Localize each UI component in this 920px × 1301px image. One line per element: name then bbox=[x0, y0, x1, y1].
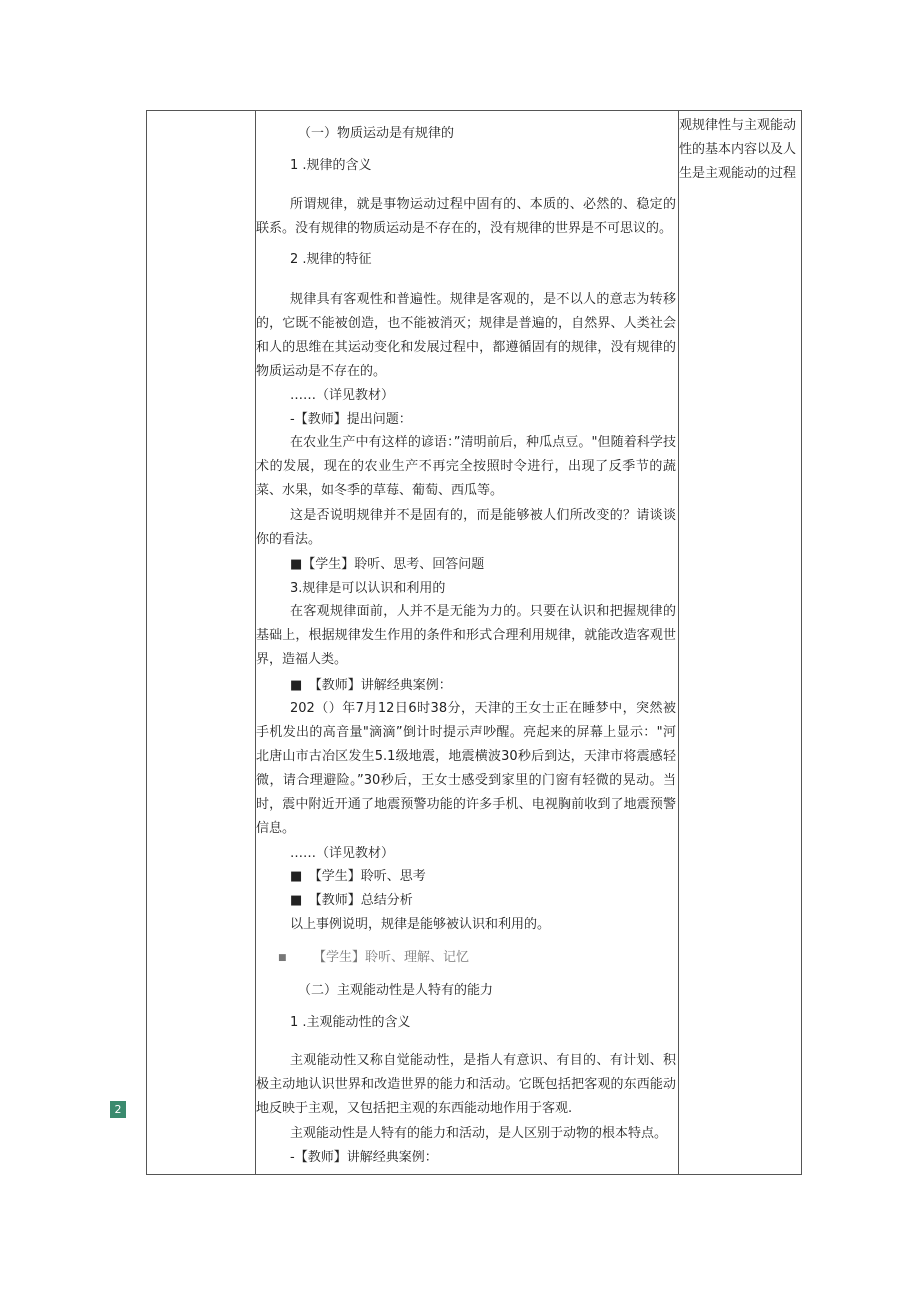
section-heading-2: （二）主观能动性是人特有的能力 bbox=[298, 983, 494, 998]
student-activity-2: ■ 【学生】聆听、思考 bbox=[290, 869, 426, 884]
column-divider-right bbox=[678, 111, 679, 1174]
section-heading-1: （一）物质运动是有规律的 bbox=[298, 126, 455, 141]
teacher-summary: ■ 【教师】总结分析 bbox=[290, 893, 413, 908]
paragraph-agency-human: 主观能动性是人特有的能力和活动，是人区别于动物的根本特点。 bbox=[290, 1126, 668, 1141]
paragraph-agency-definition: 主观能动性又称自觉能动性，是指人有意识、有目的、有计划、积极主动地认识世界和改造世界的能力和活动。它既包括把客观的东西能动地反映于主观，又包括把主观的东西能动地作用于客观. bbox=[256, 1053, 676, 1116]
conclusion-text: 以上事例说明，规律是能够被认识和利用的。 bbox=[290, 917, 551, 932]
paragraph-earthquake-case: 202（）年7月12日6时38分，天津的王女士正在睡梦中，突然被手机发出的高音量"滴滴”倒计时提示声吵醒。亮起来的屏幕上显示："河北唐山市古冶区发生5.1级地震，地震横波30秒后到达，天津市将震感轻微，请合理避险。”30秒后，王女士感受到家里的门窗有轻微的晃动。当时，震中附近开通了地震预警功能的许多手机、电视胸前收到了地震预警信息。 bbox=[256, 701, 676, 836]
paragraph-law-features: 规律具有客观性和普遍性。规律是客观的，是不以人的意志为转移的，它既不能被创造，也不能被消灭；规律是普遍的，自然界、人类社会和人的思维在其运动变化和发展过程中，都遵循固有的规律，没有规律的物质运动是不存在的。 bbox=[256, 292, 676, 379]
page-marker: 2 bbox=[110, 1101, 126, 1118]
subheading-law-features: 2 .规律的特征 bbox=[290, 252, 372, 267]
paragraph-law-definition: 所谓规律，就是事物运动过程中固有的、本质的、必然的、稳定的联系。没有规律的物质运动是不存在的，没有规律的世界是不可思议的。 bbox=[256, 197, 676, 236]
content-column bbox=[256, 110, 676, 1174]
teacher-case-2: -【教师】讲解经典案例： bbox=[290, 1150, 438, 1165]
detail-note-1: ……（详见教材） bbox=[290, 388, 395, 403]
paragraph-question: 这是否说明规律并不是固有的，而是能够被人们所改变的？请谈谈你的看法。 bbox=[256, 508, 676, 547]
student-activity-3: 【学生】聆听、理解、记忆 bbox=[313, 950, 470, 965]
teacher-case-1: ■ 【教师】讲解经典案例： bbox=[290, 678, 452, 693]
subheading-agency-meaning: 1 .主观能动性的含义 bbox=[290, 1015, 411, 1030]
objective-column-text: 观规律性与主观能动性的基本内容以及人生是主观能动的过程 bbox=[679, 118, 797, 181]
paragraph-law-usage: 在客观规律面前，人并不是无能为力的。只要在认识和把握规律的基础上，根据规律发生作用的条件和形式合理利用规律，就能改造客观世界，造福人类。 bbox=[256, 604, 676, 667]
teacher-question: -【教师】提出问题： bbox=[290, 412, 412, 427]
student-activity-1: ■【学生】聆听、思考、回答问题 bbox=[290, 557, 485, 572]
subheading-law-meaning: 1 .规律的含义 bbox=[290, 158, 372, 173]
student-bullet-icon: ■ bbox=[278, 953, 287, 963]
paragraph-proverb: 在农业生产中有这样的谚语：”清明前后，种瓜点豆。"但随着科学技术的发展，现在的农业生产不再完全按照时令进行，出现了反季节的蔬菜、水果，如冬季的草莓、葡萄、西瓜等。 bbox=[256, 435, 676, 498]
subheading-law-usable: 3.规律是可以认识和利用的 bbox=[290, 581, 446, 596]
detail-note-2: ……（详见教材） bbox=[290, 846, 395, 861]
